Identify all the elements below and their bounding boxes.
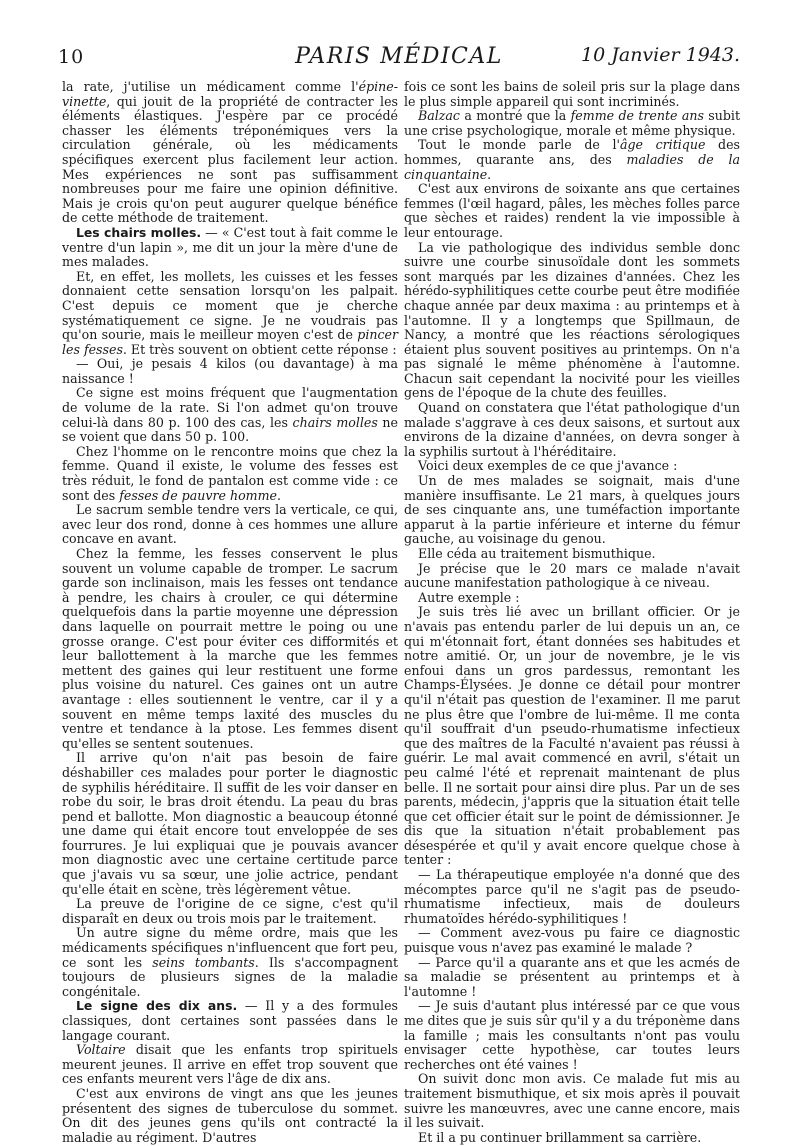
paragraph	[404, 182, 740, 240]
paragraph-text: C'est aux environs de vingt ans que les jeunes présentent des signes de tuberculose du sommet. On dit des jeunes gens qu'ils ont contracté la maladie au régiment. D'autres	[62, 1085, 398, 1145]
paragraph	[62, 80, 398, 226]
emphasis-text: seins tombants	[152, 954, 255, 970]
paragraph	[62, 503, 398, 547]
emphasis-text: pincer les fesses	[62, 327, 398, 357]
issue-date: 10 Janvier 1943.	[581, 44, 740, 66]
paragraph-text: Le sacrum semble tendre vers la verticale, ce qui, avec leur dos rond, donne à ces hommes une allure concave en avant.	[62, 502, 398, 547]
section-paragraph	[62, 999, 398, 1043]
paragraph	[62, 445, 398, 503]
emphasis-text: fesses de pauvre homme	[119, 487, 277, 503]
paragraph	[404, 547, 740, 562]
paragraph	[62, 1087, 398, 1145]
paragraph-text: La preuve de l'origine de ce signe, c'est qu'il disparaît en deux ou trois mois par le traitement.	[62, 896, 398, 926]
emphasis-text: maladies de la cinquantaine	[404, 151, 740, 182]
paragraph-text: — Parce qu'il a quarante ans et que les acmés de sa maladie se présentent au printemps et à l'automne !	[404, 954, 740, 999]
right-column	[404, 80, 740, 1145]
paragraph	[404, 1131, 740, 1146]
paragraph-text: — Oui, je pesais 4 kilos (ou davantage) à ma naissance !	[62, 356, 398, 386]
paragraph-text: — Comment avez-vous pu faire ce diagnostic puisque vous n'avez pas examiné le malade ?	[404, 925, 740, 956]
paragraph-text: Chez l'homme on le rencontre moins que chez la femme. Quand il existe, le volume des fesses est très réduit, le fond de pantalon est comme vide : ce sont des	[62, 443, 398, 503]
paragraph-text: Un autre signe du même ordre, mais que les médicaments spécifiques n'influencent que fort peu, ce sont les	[62, 925, 398, 970]
paragraph	[404, 956, 740, 1000]
page-header	[58, 44, 740, 78]
paragraph-text: Je suis très lié avec un brillant officier. Or je n'avais pas entendu parler de lui depuis un an, ce qui m'étonnait fort, étant données ses habitudes et notre amitié. Or, un jour de novembre, je le vis enfoui dans un gros pardessus, remontant les Champs-Élysées. Je donne ce détail pour montrer qu'il n'était pas question de l'examiner. Il me parut ne plus être que l'ombre de lui-même. Il me conta qu'il souffrait d'un pseudo-rhumatisme infectieux que des maîtres de la Faculté n'avaient pas réussi à guérir. Le mal avait commencé en avril, s'était un peu calmé l'été et reprenait maintenant de plus belle. Il ne sortait pour ainsi dire plus. Par un de ses parents, médecin, j'appris que la situation était telle que cet officier était sur le point de démissionner. Je dis que la situation n'était probablement pas désespérée et qu'il y avait encore quelque chose à tenter :	[404, 604, 740, 868]
emphasis-text: chairs molles	[292, 414, 378, 430]
paragraph-text: C'est aux environs de soixante ans que certaines femmes (l'œil hagard, pâles, les mèches folles parce que sèches et raides) rendent la vie impossible à leur entourage.	[404, 181, 740, 240]
page-number: 10	[58, 46, 85, 68]
paragraph-text: .	[487, 166, 492, 182]
paragraph	[62, 386, 398, 444]
paragraph	[62, 270, 398, 358]
emphasis-text: épine-vinette	[62, 79, 398, 109]
paragraph-text: — La thérapeutique employée n'a donné que des mécomptes parce qu'il ne s'agit pas de pseudo-rhumatisme infectieux, mais de douleurs rhumatoïdes hérédo-syphilitiques !	[404, 867, 740, 926]
paragraph-text: Je précise que le 20 mars ce malade n'avait aucune manifestation pathologique à ce niveau.	[404, 560, 740, 591]
paragraph	[404, 241, 740, 402]
emphasis-text: Voltaire	[76, 1042, 126, 1058]
paragraph	[404, 591, 740, 606]
paragraph	[404, 562, 740, 591]
paragraph	[404, 1072, 740, 1130]
paragraph	[62, 926, 398, 999]
paragraph	[404, 868, 740, 926]
paragraph-text: Et, en effet, les mollets, les cuisses et les fesses donnaient cette sensation lorsqu'on les palpait. C'est depuis ce moment que je cherche systématiquement ce signe. Je ne voudrais pas qu'on sourie, mais le meilleur moyen c'est de	[62, 268, 398, 343]
paragraph-text: Elle céda au traitement bismuthique.	[418, 546, 656, 561]
paragraph-text: des hommes, quarante ans, des	[404, 137, 740, 167]
paragraph	[62, 1043, 398, 1087]
paragraph-text: disait que les enfants trop spirituels meurent jeunes. Il arrive en effet trop souvent que ces enfants meurent vers l'âge de dix ans.	[62, 1042, 398, 1087]
paragraph	[404, 474, 740, 547]
section-heading: Le signe des dix ans.	[76, 998, 238, 1014]
paragraph-text: Il arrive qu'on n'ait pas besoin de faire déshabiller ces malades pour porter le diagnostic de syphilis héréditaire. Il suffit de les voir danser en robe du soir, le bras droit étendu. La peau du bras pend et ballotte. Mon diagnostic a beaucoup étonné une dame qui était encore tout enveloppée de ses fourrures. Je lui expliquai que je pouvais avancer mon diagnostic avec une certaine certitude parce que j'avais vu sa sœur, une jolie actrice, pendant qu'elle était en scène, très légèrement vêtue.	[62, 750, 398, 897]
paragraph-text: Ce signe est moins fréquent que l'augmentation de volume de la rate. Si l'on admet qu'on trouve celui-là dans 80 p. 100 des cas, les	[62, 385, 398, 430]
paragraph-text: ne se voient que dans 50 p. 100.	[62, 414, 398, 445]
paragraph-text: Et il a pu continuer brillamment sa carrière.	[418, 1129, 702, 1145]
paragraph-text: — « C'est tout à fait comme le ventre d'un lapin », me dit un jour la mère d'une de mes malades.	[62, 224, 399, 270]
paragraph	[62, 547, 398, 751]
paragraph-text: — Je suis d'autant plus intéressé par ce que vous me dites que je suis sûr qu'il y a du tréponème dans la famille ; mais les consultants n'ont pas voulu envisager cette hypothèse, car toutes leurs recherches ont été vaines !	[404, 998, 740, 1072]
paragraph-text: fois ce sont les bains de soleil pris sur la plage dans le plus simple appareil qui sont incriminés.	[404, 79, 740, 109]
paragraph-text: .	[276, 487, 281, 503]
paragraph-text: Autre exemple :	[418, 589, 520, 605]
paragraph	[62, 897, 398, 926]
emphasis-text: Balzac	[418, 108, 460, 124]
paragraph-text: . Ils s'accompagnent toujours de plusieurs signes de la maladie congénitale.	[62, 954, 399, 999]
paragraph	[404, 80, 740, 109]
paragraph-text: On suivit donc mon avis. Ce malade fut mis au traitement bismuthique, et six mois après il pouvait suivre les manœuvres, avec une canne encore, mais il les suivait.	[404, 1071, 740, 1131]
paragraph-text: , qui jouit de la propriété de contracter les éléments élastiques. J'espère par ce procédé chasser les éléments tréponémiques vers la circulation générale, où les médicaments spécifiques exercent plus facilement leur action. Mes expériences ne sont pas suffisamment nombreuses pour me faire une opinion définitive. Mais je crois qu'on peut augurer quelque bénéfice de cette méthode de traitement.	[62, 93, 398, 226]
paragraph-text: La vie pathologique des individus semble donc suivre une courbe sinusoïdale dont les sommets sont marqués par les dizaines d'années. Chez les hérédo-syphilitiques cette courbe peut être modifiée chaque année par deux maxima : au printemps et à l'automne. Il y a longtemps que Spillmaun, de Nancy, a montré que les réactions sérologiques étaient plus souvent positives au printemps. On n'a pas signalé le même phénomène à l'automne. Chacun sait cependant la nocivité pour les vieilles gens de l'époque de la chute des feuilles.	[404, 239, 740, 401]
paragraph-text: . Et très souvent on obtient cette réponse :	[122, 341, 397, 357]
paragraph	[62, 751, 398, 897]
section-paragraph	[62, 226, 398, 270]
paragraph	[404, 109, 740, 138]
paragraph	[62, 357, 398, 386]
journal-title: PARIS MÉDICAL	[295, 44, 503, 69]
paragraph	[404, 401, 740, 459]
left-column	[62, 80, 398, 1145]
paragraph	[404, 999, 740, 1072]
paragraph-text: Tout le monde parle de l'	[418, 137, 620, 153]
paragraph-text: Voici deux exemples de ce que j'avance :	[418, 458, 678, 474]
paragraph-text: Un de mes malades se soignait, mais d'une manière insuffisante. Le 21 mars, à quelques jours de ses cinquante ans, une tuméfaction importante apparut à la partie inférieure et interne du fémur gauche, au voisinage du genou.	[404, 473, 740, 547]
paragraph-text: Quand on constatera que l'état pathologique d'un malade s'aggrave à ces deux saisons, et surtout aux environs de la dizaine d'années, on devra songer à la syphilis surtout à l'héréditaire.	[404, 400, 740, 459]
paragraph-text: — Il y a des formules classiques, dont certaines sont passées dans le langage courant.	[62, 998, 398, 1043]
paragraph-text: subit une crise psychologique, morale et même physique.	[404, 108, 741, 138]
section-heading: Les chairs molles.	[76, 224, 202, 240]
paragraph-text: a montré que la	[460, 108, 571, 124]
paragraph	[404, 459, 740, 474]
paragraph	[404, 138, 740, 182]
emphasis-text: femme de trente ans	[570, 108, 704, 124]
paragraph	[404, 926, 740, 955]
paragraph	[404, 605, 740, 868]
paragraph-text: la rate, j'utilise un médicament comme l'	[62, 79, 359, 94]
emphasis-text: âge critique	[619, 137, 706, 153]
paragraph-text: Chez la femme, les fesses conservent le plus souvent un volume capable de tromper. Le sacrum garde son inclinaison, mais les fesses ont tendance à pendre, les chairs à crouler, ce qui détermine quelquefois dans la partie moyenne une dépression dans laquelle on pourrait mettre le poing ou une grosse orange. C'est pour éviter ces difformités et leur ballottement à la marche que les femmes mettent des gaines qui leur restituent une forme plus voisine du naturel. Ces gaines ont un autre avantage : elles soutiennent le ventre, car il y a souvent en même temps laxité des muscles du ventre et tendance à la ptose. Les femmes disent qu'elles se sentent soutenues.	[62, 546, 398, 751]
